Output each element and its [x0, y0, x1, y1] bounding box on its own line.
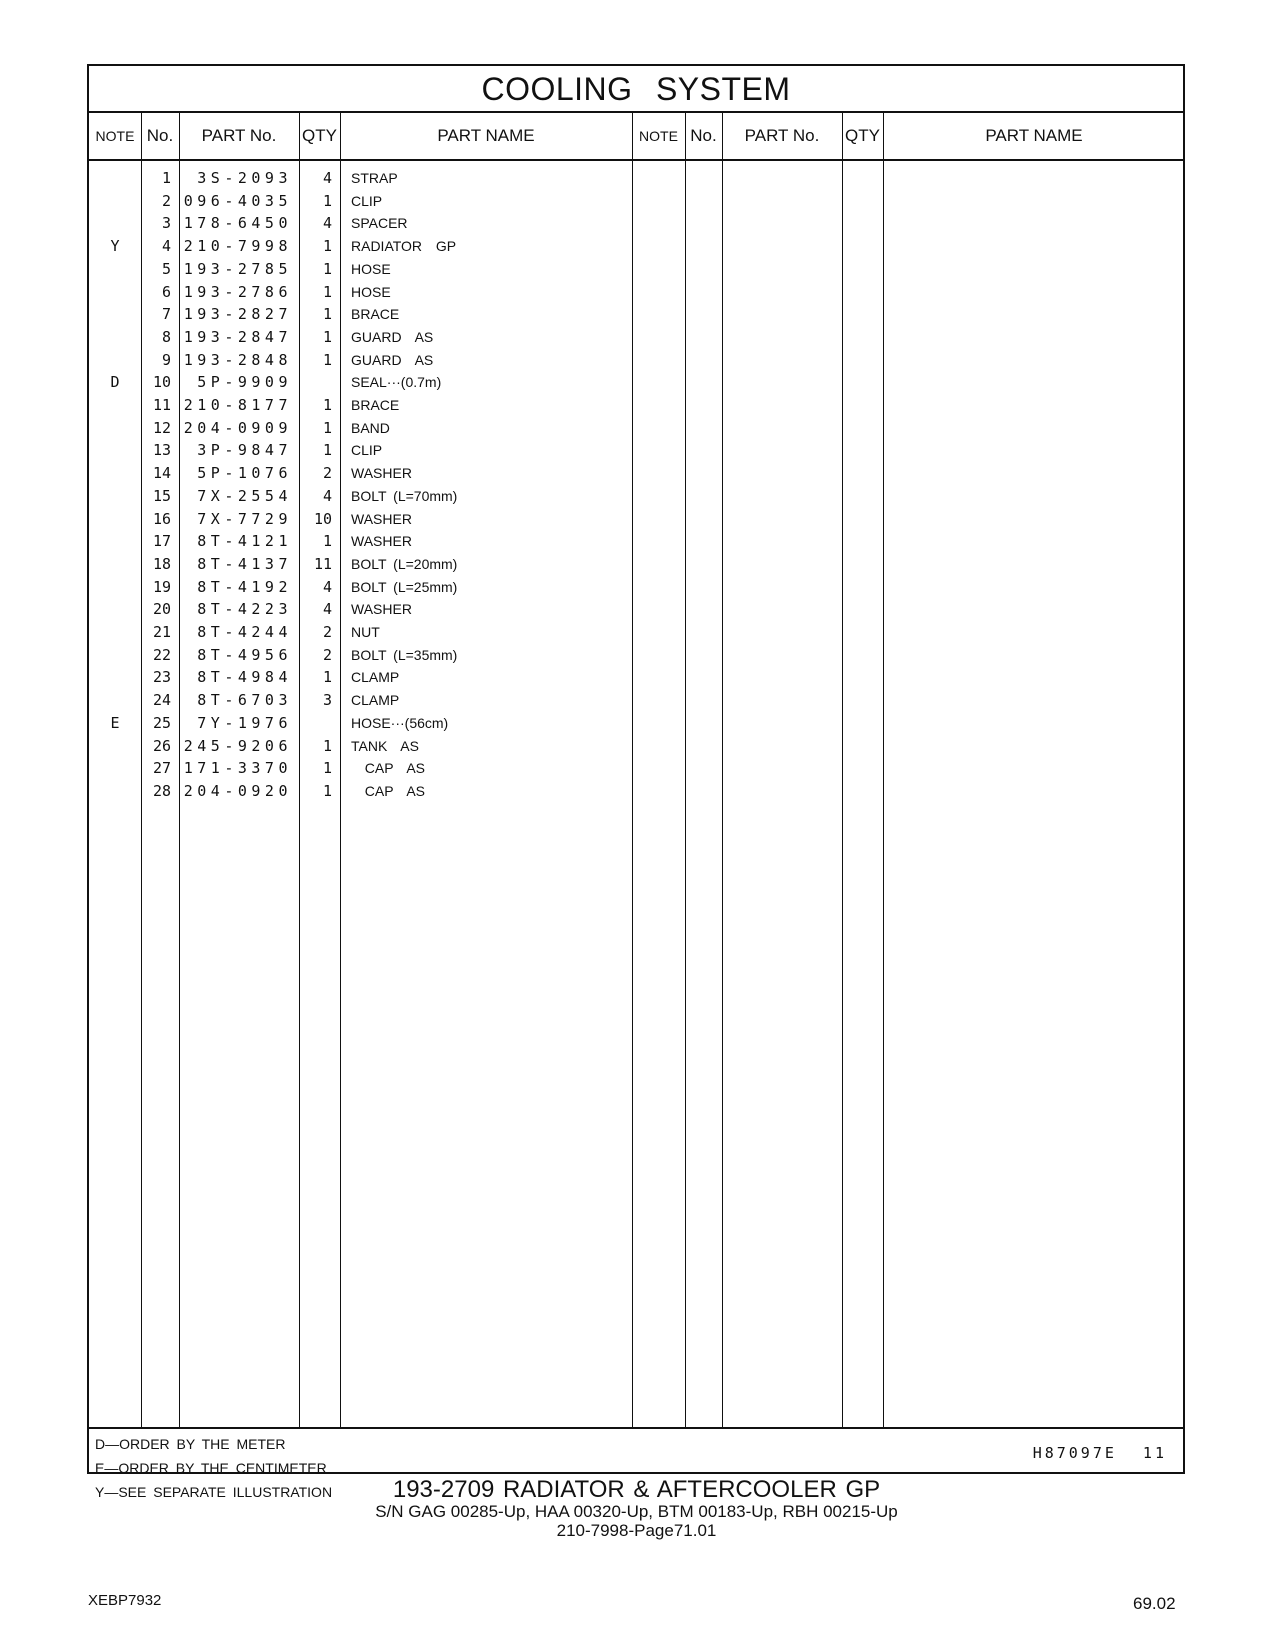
row-number: 24 [152, 691, 171, 710]
row-number: 19 [152, 577, 171, 596]
row-qty [298, 371, 332, 394]
row-qty: 4 [322, 214, 332, 233]
row-part-name: RADIATOR GP [351, 238, 457, 255]
row-part-number: 193-2847 [183, 327, 292, 346]
column-divider [883, 113, 884, 1427]
row-number: 16 [152, 509, 171, 528]
row-part-number: 204-0909 [183, 418, 292, 437]
group-title: 193-2709 RADIATOR & AFTERCOOLER GP [392, 1476, 881, 1503]
column-divider [842, 113, 843, 1427]
row-qty: 1 [322, 736, 332, 755]
row-part-name: BOLT (L=70mm) [351, 487, 458, 504]
row-part-name: TANK AS [351, 737, 419, 754]
row-number: 6 [161, 282, 171, 301]
row-number: 28 [152, 781, 171, 800]
row-qty: 1 [322, 327, 332, 346]
legend-line-y: Y—SEE SEPARATE ILLUSTRATION [95, 1484, 333, 1500]
row-note [89, 689, 141, 712]
row-part-number: 193-2827 [183, 305, 292, 324]
row-part-number: 5P-1076 [197, 464, 292, 483]
row-qty: 1 [322, 781, 332, 800]
row-part-name: BOLT (L=20mm) [351, 555, 458, 572]
row-number: 20 [152, 600, 171, 619]
row-part-number: 8T-4984 [197, 668, 292, 687]
row-qty: 1 [322, 350, 332, 369]
row-note [89, 190, 141, 213]
column-divider [685, 113, 686, 1427]
footer-divider [89, 1427, 1183, 1429]
page-number: 69.02 [1133, 1594, 1176, 1613]
row-qty: 4 [322, 169, 332, 187]
row-part-number: 8T-6703 [197, 691, 292, 710]
row-qty: 2 [322, 623, 332, 641]
row-note [89, 303, 141, 326]
row-number: 9 [161, 350, 171, 369]
row-part-number: 171-3370 [183, 759, 292, 778]
row-note [89, 576, 141, 599]
row-part-name: NUT [351, 624, 380, 640]
row-part-name: BOLT (L=35mm) [351, 646, 458, 663]
row-qty: 3 [322, 691, 332, 710]
row-part-number: 7X-7729 [197, 509, 292, 528]
row-number: 3 [161, 214, 171, 233]
row-qty: 1 [322, 259, 332, 278]
row-part-number: 8T-4956 [197, 645, 292, 664]
row-part-name: HOSE [351, 283, 391, 300]
row-number: 26 [152, 736, 171, 755]
section-title: COOLING SYSTEM [89, 66, 1183, 113]
row-part-number: 193-2786 [183, 282, 292, 301]
row-part-name: BRACE [351, 397, 400, 413]
row-qty: 4 [322, 486, 332, 505]
row-note [89, 281, 141, 304]
row-note: D [110, 373, 120, 392]
row-note [89, 508, 141, 531]
row-number: 5 [161, 259, 171, 278]
row-number: 7 [161, 305, 171, 324]
row-part-name: GUARD AS [351, 351, 434, 368]
header-part-no-right: PART No. [722, 113, 842, 161]
row-part-name: CAP AS [351, 782, 425, 799]
row-part-name: BOLT (L=25mm) [351, 578, 458, 595]
row-part-name: CLAMP [351, 669, 400, 686]
column-divider [722, 113, 723, 1427]
row-note [89, 621, 141, 644]
row-part-number: 7Y-1976 [197, 713, 292, 732]
row-number: 11 [152, 396, 171, 414]
row-note [89, 553, 141, 576]
row-part-name: CAP AS [351, 760, 425, 777]
row-qty: 11 [313, 554, 332, 573]
row-part-number: 8T-4244 [197, 623, 292, 641]
row-part-number: 3S-2093 [197, 169, 292, 187]
row-qty: 2 [322, 464, 332, 483]
row-part-number: 8T-4192 [197, 577, 292, 596]
serial-numbers: S/N GAG 00285-Up, HAA 00320-Up, BTM 00183-Up, RBH 00215-Up [375, 1502, 898, 1521]
row-part-name: HOSE···(56cm) [351, 714, 449, 731]
row-part-name: WASHER [351, 533, 412, 550]
row-note [89, 485, 141, 508]
column-divider [632, 113, 633, 1427]
row-part-name: HOSE [351, 260, 391, 277]
row-part-number: 8T-4121 [197, 532, 292, 551]
row-qty: 1 [322, 191, 332, 210]
row-note [89, 530, 141, 553]
row-note [89, 735, 141, 758]
row-part-number: 8T-4137 [197, 554, 292, 573]
row-qty: 1 [322, 532, 332, 551]
row-note [89, 757, 141, 780]
header-part-name-left: PART NAME [340, 113, 632, 161]
row-part-number: 210-7998 [183, 237, 292, 256]
row-part-name: WASHER [351, 510, 412, 527]
header-part-name-right: PART NAME [883, 113, 1185, 161]
row-part-number: 7X-2554 [197, 486, 292, 505]
row-part-name: BRACE [351, 306, 400, 323]
row-part-name: CLAMP [351, 692, 400, 709]
row-qty: 10 [313, 509, 332, 528]
row-number: 21 [152, 623, 171, 641]
legend-line-e: E—ORDER BY THE CENTIMETER [95, 1460, 327, 1476]
illustration-code: H87097E 11 [1032, 1444, 1167, 1462]
row-note [89, 439, 141, 462]
row-part-name: WASHER [351, 465, 412, 482]
row-part-name: SEAL···(0.7m) [351, 374, 442, 391]
row-qty: 1 [322, 418, 332, 437]
document-id: XEBP7932 [88, 1592, 162, 1609]
row-note [89, 212, 141, 235]
row-part-name: SPACER [351, 215, 408, 232]
row-note [89, 644, 141, 667]
row-number: 12 [152, 418, 171, 437]
row-note [89, 417, 141, 440]
row-note [89, 780, 141, 803]
row-part-number: 5P-9909 [197, 373, 292, 392]
header-no-right: No. [685, 113, 722, 161]
header-note-right: NOTE [632, 113, 685, 161]
row-note [89, 326, 141, 349]
row-qty: 2 [322, 645, 332, 664]
row-number: 10 [152, 373, 171, 392]
row-note: Y [110, 237, 120, 256]
row-part-name: BAND [351, 419, 390, 436]
row-part-name: CLIP [351, 442, 383, 459]
row-qty: 1 [322, 396, 332, 414]
row-part-number: 096-4035 [183, 191, 292, 210]
page-reference: 210-7998-Page71.01 [556, 1521, 717, 1540]
header-part-no-left: PART No. [179, 113, 299, 161]
row-qty: 4 [322, 600, 332, 619]
row-number: 13 [152, 441, 171, 460]
row-part-number: 8T-4223 [197, 600, 292, 619]
row-qty: 4 [322, 577, 332, 596]
row-number: 25 [152, 713, 171, 732]
row-part-number: 3P-9847 [197, 441, 292, 460]
row-note [89, 666, 141, 689]
row-note [89, 462, 141, 485]
row-qty [298, 712, 332, 735]
row-note [89, 258, 141, 281]
row-note [89, 349, 141, 372]
row-part-number: 193-2785 [183, 259, 292, 278]
row-qty: 1 [322, 282, 332, 301]
row-number: 2 [161, 191, 171, 210]
row-qty: 1 [322, 441, 332, 460]
row-part-number: 210-8177 [183, 396, 292, 414]
row-part-name: STRAP [351, 170, 398, 186]
row-part-name: CLIP [351, 192, 383, 209]
row-qty: 1 [322, 237, 332, 256]
column-divider [340, 113, 341, 1427]
row-number: 4 [161, 237, 171, 256]
row-number: 18 [152, 554, 171, 573]
header-qty-right: QTY [842, 113, 883, 161]
header-note-left: NOTE [89, 113, 141, 161]
column-divider [179, 113, 180, 1427]
row-number: 27 [152, 759, 171, 778]
row-number: 8 [161, 327, 171, 346]
header-no-left: No. [141, 113, 179, 161]
header-qty-left: QTY [299, 113, 340, 161]
row-number: 14 [152, 464, 171, 483]
row-note [89, 394, 141, 417]
row-part-number: 245-9206 [183, 736, 292, 755]
legend-line-d: D—ORDER BY THE METER [95, 1436, 286, 1452]
row-number: 17 [152, 532, 171, 551]
row-number: 22 [152, 645, 171, 664]
row-qty: 1 [322, 668, 332, 687]
row-part-number: 178-6450 [183, 214, 292, 233]
row-qty: 1 [322, 759, 332, 778]
row-note [89, 167, 141, 190]
row-qty: 1 [322, 305, 332, 324]
row-number: 15 [152, 486, 171, 505]
row-note: E [110, 713, 120, 732]
row-part-number: 193-2848 [183, 350, 292, 369]
row-note [89, 598, 141, 621]
row-part-name: WASHER [351, 601, 412, 618]
row-part-name: GUARD AS [351, 328, 434, 345]
row-number: 1 [161, 169, 171, 187]
row-number: 23 [152, 668, 171, 687]
row-part-number: 204-0920 [183, 781, 292, 800]
